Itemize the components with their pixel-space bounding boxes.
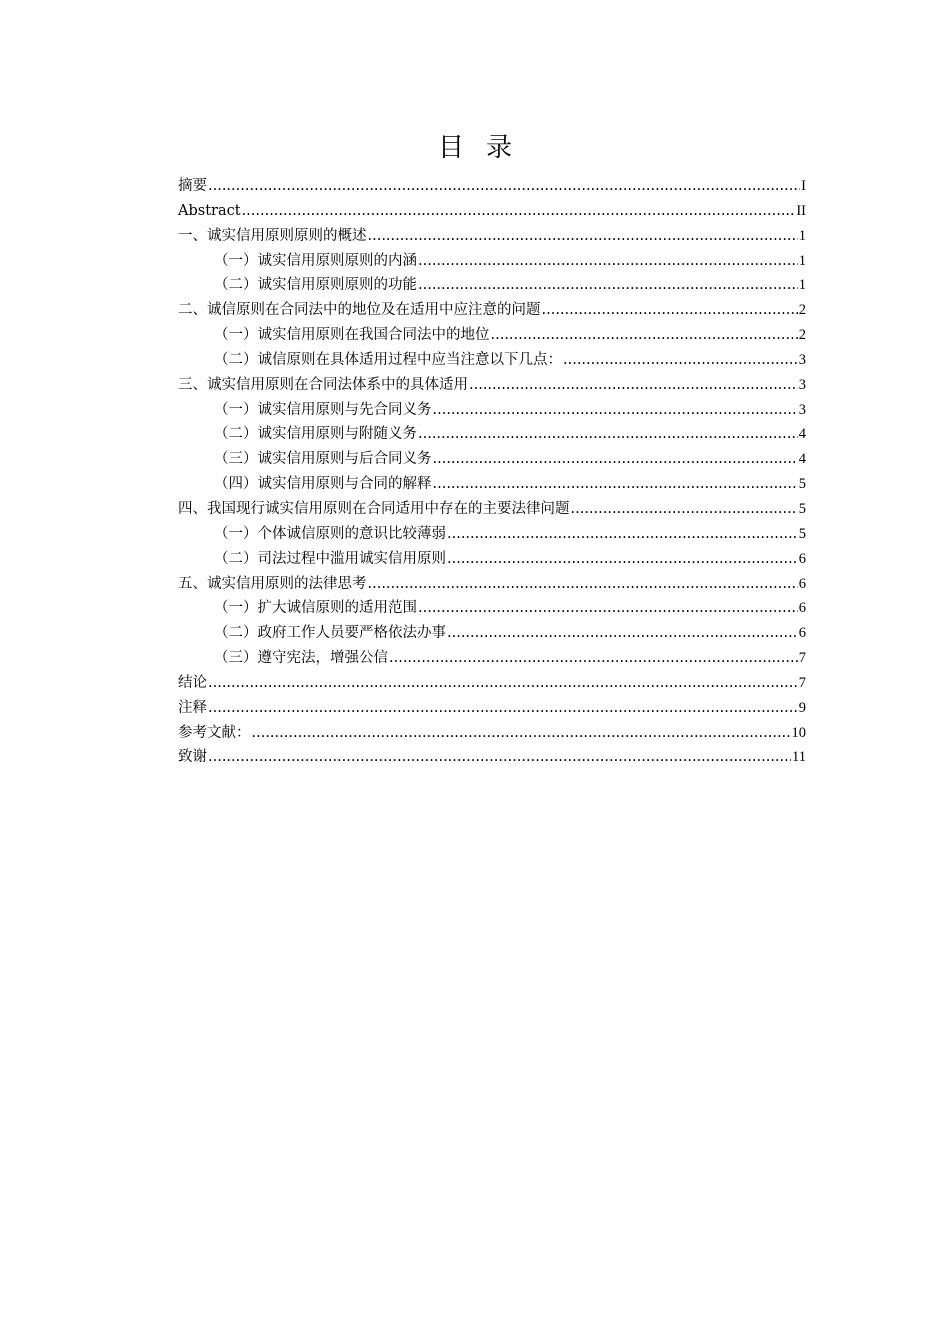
- toc-entry-text: （三）遵守宪法，增强公信: [214, 650, 388, 667]
- toc-entry-text: （一）诚实信用原则原则的内涵: [214, 252, 417, 269]
- toc-dot-leader: [447, 522, 798, 547]
- toc-entry-page-number: 5: [798, 476, 806, 493]
- toc-entry-text: 致谢: [178, 749, 207, 766]
- toc-entry[interactable]: [178, 671, 806, 696]
- toc-entry[interactable]: [178, 224, 806, 249]
- toc-entry-page-number: 6: [798, 600, 806, 617]
- toc-entry-page-number: 1: [798, 252, 806, 269]
- toc-dot-leader: [252, 721, 791, 746]
- toc-entry-text: 三、诚实信用原则在合同法体系中的具体适用: [178, 376, 468, 393]
- toc-entry-page-number: 9: [798, 699, 806, 716]
- toc-entry-text: （二）诚信原则在具体适用过程中应当注意以下几点：: [214, 351, 562, 368]
- toc-dot-leader: [368, 572, 798, 597]
- toc-entry-page-number: I: [801, 178, 806, 194]
- toc-dot-leader: [447, 621, 798, 646]
- toc-dot-leader: [433, 447, 798, 472]
- toc-entry-text: （一）扩大诚信原则的适用范围: [214, 600, 417, 617]
- toc-entry[interactable]: [178, 323, 806, 348]
- toc-entry[interactable]: [178, 398, 806, 423]
- toc-entry-page-number: 6: [798, 625, 806, 642]
- toc-dot-leader: [469, 373, 798, 398]
- toc-entry[interactable]: [178, 174, 806, 199]
- toc-dot-leader: [433, 398, 798, 423]
- toc-entry[interactable]: [178, 646, 806, 671]
- toc-entry[interactable]: [178, 497, 806, 522]
- toc-entry-page-number: 7: [798, 674, 806, 691]
- toc-entry-page-number: 4: [798, 426, 806, 443]
- toc-dot-leader: [208, 696, 798, 721]
- toc-dot-leader: [418, 596, 798, 621]
- toc-entry-text: （一）诚实信用原则在我国合同法中的地位: [214, 327, 490, 344]
- toc-dot-leader: [208, 671, 798, 696]
- toc-entry[interactable]: [178, 447, 806, 472]
- toc-dot-leader: [418, 273, 798, 298]
- toc-dot-leader: [418, 249, 798, 274]
- toc-entry[interactable]: [178, 199, 806, 224]
- toc-entry[interactable]: [178, 596, 806, 621]
- toc-entry-text: （二）司法过程中滥用诚实信用原则: [214, 550, 446, 567]
- toc-entry[interactable]: [178, 298, 806, 323]
- toc-entry-text: 五、诚实信用原则的法律思考: [178, 575, 367, 592]
- toc-entry-page-number: II: [796, 202, 806, 219]
- toc-entry-text: 摘要: [178, 178, 207, 194]
- toc-dot-leader: [368, 224, 798, 249]
- toc-entry[interactable]: [178, 696, 806, 721]
- toc-dot-leader: [418, 422, 798, 447]
- toc-entry-text: （二）诚实信用原则原则的功能: [214, 277, 417, 294]
- toc-entry-text: （二）诚实信用原则与附随义务: [214, 426, 417, 443]
- toc-entry-text: 四、我国现行诚实信用原则在合同适用中存在的主要法律问题: [178, 500, 570, 517]
- toc-entry-page-number: 3: [798, 376, 806, 393]
- toc-entry-page-number: 11: [792, 749, 806, 766]
- toc-entry-page-number: 4: [798, 451, 806, 468]
- toc-entry-text: 参考文献：: [178, 724, 251, 741]
- toc-entry[interactable]: [178, 249, 806, 274]
- toc-entry-text: Abstract: [178, 202, 241, 219]
- toc-entry[interactable]: [178, 422, 806, 447]
- toc-entry-text: （一）个体诚信原则的意识比较薄弱: [214, 525, 446, 542]
- toc-dot-leader: [571, 497, 798, 522]
- toc-entry-page-number: 6: [798, 550, 806, 567]
- toc-entry[interactable]: [178, 472, 806, 497]
- toc-entry[interactable]: [178, 621, 806, 646]
- toc-entry-page-number: 3: [798, 351, 806, 368]
- toc-entry-text: （四）诚实信用原则与合同的解释: [214, 476, 432, 493]
- toc-entry-text: （二）政府工作人员要严格依法办事: [214, 625, 446, 642]
- toc-entry[interactable]: [178, 348, 806, 373]
- toc-entry-page-number: 1: [798, 227, 806, 244]
- toc-entry-page-number: 2: [798, 302, 806, 319]
- toc-entry-text: 一、诚实信用原则原则的概述: [178, 227, 367, 244]
- toc-dot-leader: [491, 323, 798, 348]
- toc-dot-leader: [542, 298, 798, 323]
- toc-entry-page-number: 1: [798, 277, 806, 294]
- toc-entry-text: 结论: [178, 674, 207, 691]
- toc-entry-page-number: 3: [798, 401, 806, 418]
- toc-dot-leader: [242, 199, 796, 224]
- toc-entry-page-number: 5: [798, 500, 806, 517]
- toc-title: 目录: [437, 133, 534, 163]
- toc-dot-leader: [389, 646, 798, 671]
- toc-entry[interactable]: [178, 522, 806, 547]
- toc-entry-text: （三）诚实信用原则与后合同义务: [214, 451, 432, 468]
- toc-entry-text: （一）诚实信用原则与先合同义务: [214, 401, 432, 418]
- toc-entry-page-number: 5: [798, 525, 806, 542]
- toc-entry-page-number: 2: [798, 327, 806, 344]
- toc-list: [178, 174, 806, 770]
- toc-entry-page-number: 7: [798, 650, 806, 667]
- toc-entry[interactable]: [178, 547, 806, 572]
- toc-entry[interactable]: [178, 721, 806, 746]
- toc-entry-text: 注释: [178, 699, 207, 716]
- toc-entry[interactable]: [178, 572, 806, 597]
- toc-dot-leader: [433, 472, 798, 497]
- toc-entry[interactable]: [178, 745, 806, 770]
- toc-entry-page-number: 6: [798, 575, 806, 592]
- toc-entry[interactable]: [178, 373, 806, 398]
- toc-dot-leader: [208, 174, 800, 199]
- toc-dot-leader: [447, 547, 798, 572]
- toc-entry-text: 二、诚信原则在合同法中的地位及在适用中应注意的问题: [178, 302, 541, 319]
- toc-dot-leader: [563, 348, 798, 373]
- toc-entry-page-number: 10: [791, 724, 806, 741]
- toc-dot-leader: [208, 745, 791, 770]
- toc-entry[interactable]: [178, 273, 806, 298]
